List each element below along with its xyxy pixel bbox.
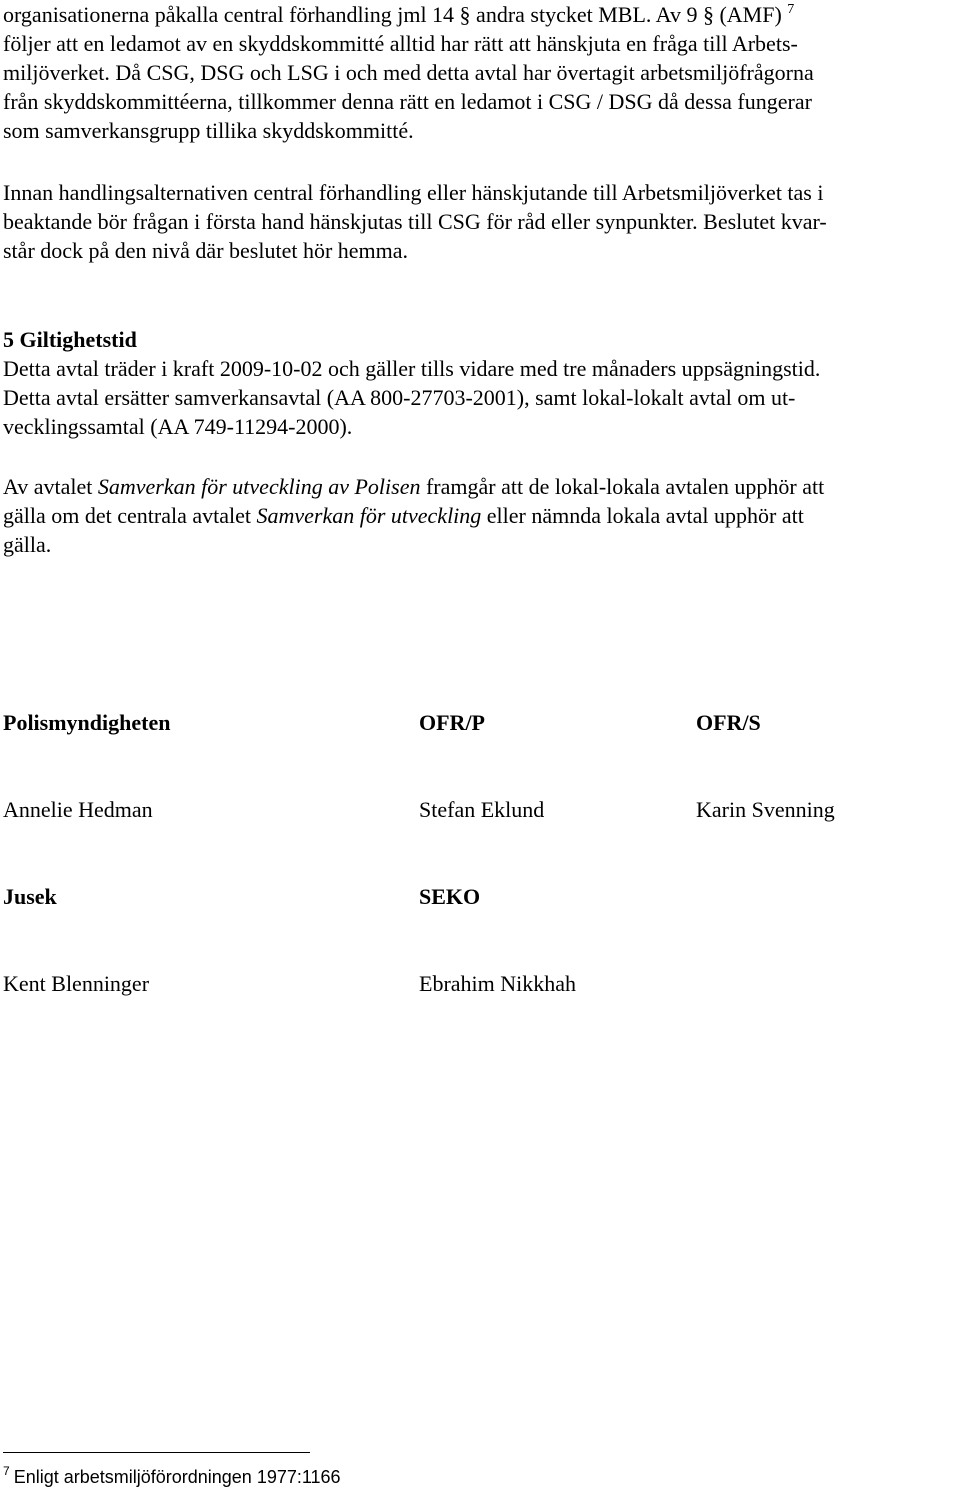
text-line: Detta avtal ersätter samverkansavtal (AA 800-27703-2001), samt lokal-lokalt avtal om ut- xyxy=(3,385,796,410)
text-line: Detta avtal träder i kraft 2009-10-02 och gäller tills vidare med tre månaders uppsägningstid. xyxy=(3,356,821,381)
agreement-title: Samverkan för utveckling xyxy=(256,503,482,528)
paragraph-handlingsalternativ xyxy=(3,178,958,265)
footnote xyxy=(3,1466,341,1488)
signatory-org-ofr-s: OFR/S xyxy=(696,710,761,735)
text-line: miljöverket. Då CSG, DSG och LSG i och med detta avtal har övertagit arbetsmiljöfrågorna xyxy=(3,60,814,85)
signatory-name: Annelie Hedman xyxy=(3,797,153,822)
signatory-org-seko: SEKO xyxy=(419,884,481,909)
signatory-org-ofr-p: OFR/P xyxy=(419,710,485,735)
text-line: gälla. xyxy=(3,532,52,557)
agreement-title: Samverkan för utveckling av Polisen xyxy=(97,474,421,499)
text-run: eller nämnda lokala avtal upphör att xyxy=(481,503,804,528)
text-line: från skyddskommittéerna, tillkommer denna rätt en ledamot i CSG / DSG då dessa fungerar xyxy=(3,89,812,114)
text-line: som samverkansgrupp tillika skyddskommitté. xyxy=(3,118,414,143)
section-heading: 5 Giltighetstid xyxy=(3,327,137,352)
footnote-text: Enligt arbetsmiljöförordningen 1977:1166 xyxy=(13,1467,341,1487)
signatory-name: Stefan Eklund xyxy=(419,797,545,822)
text-run: Av avtalet xyxy=(3,474,98,499)
text-run: framgår att de lokal-lokala avtalen upphör att xyxy=(420,474,825,499)
footnote-divider xyxy=(3,1452,310,1453)
text-line: vecklingssamtal (AA 749-11294-2000). xyxy=(3,414,353,439)
signatory-name: Kent Blenninger xyxy=(3,971,150,996)
signatory-name: Ebrahim Nikkhah xyxy=(419,971,577,996)
text-line: följer att en ledamot av en skyddskommitté alltid har rätt att hänskjuta en fråga till Arbets- xyxy=(3,31,798,56)
text-line: organisationerna påkalla central förhandling jml 14 § andra stycket MBL. Av 9 § (AMF) xyxy=(3,2,788,27)
text-line: beaktande bör frågan i första hand hänskjutas till CSG för råd eller synpunkter. Beslutet kvar- xyxy=(3,209,827,234)
text-run: gälla om det centrala avtalet xyxy=(3,503,257,528)
text-line: Innan handlingsalternativen central förhandling eller hänskjutande till Arbetsmiljöverket tas i xyxy=(3,180,824,205)
signatory-name: Karin Svenning xyxy=(696,797,835,822)
signatory-org-polismyndigheten: Polismyndigheten xyxy=(3,710,171,735)
section-giltighetstid xyxy=(3,325,958,441)
footnote-reference: 7 xyxy=(787,2,795,17)
paragraph-skyddskommitte xyxy=(3,0,958,145)
text-line: står dock på den nivå där beslutet hör hemma. xyxy=(3,238,409,263)
signatory-org-jusek: Jusek xyxy=(3,884,57,909)
paragraph-upphor xyxy=(3,472,958,559)
footnote-number: 7 xyxy=(3,1464,10,1478)
